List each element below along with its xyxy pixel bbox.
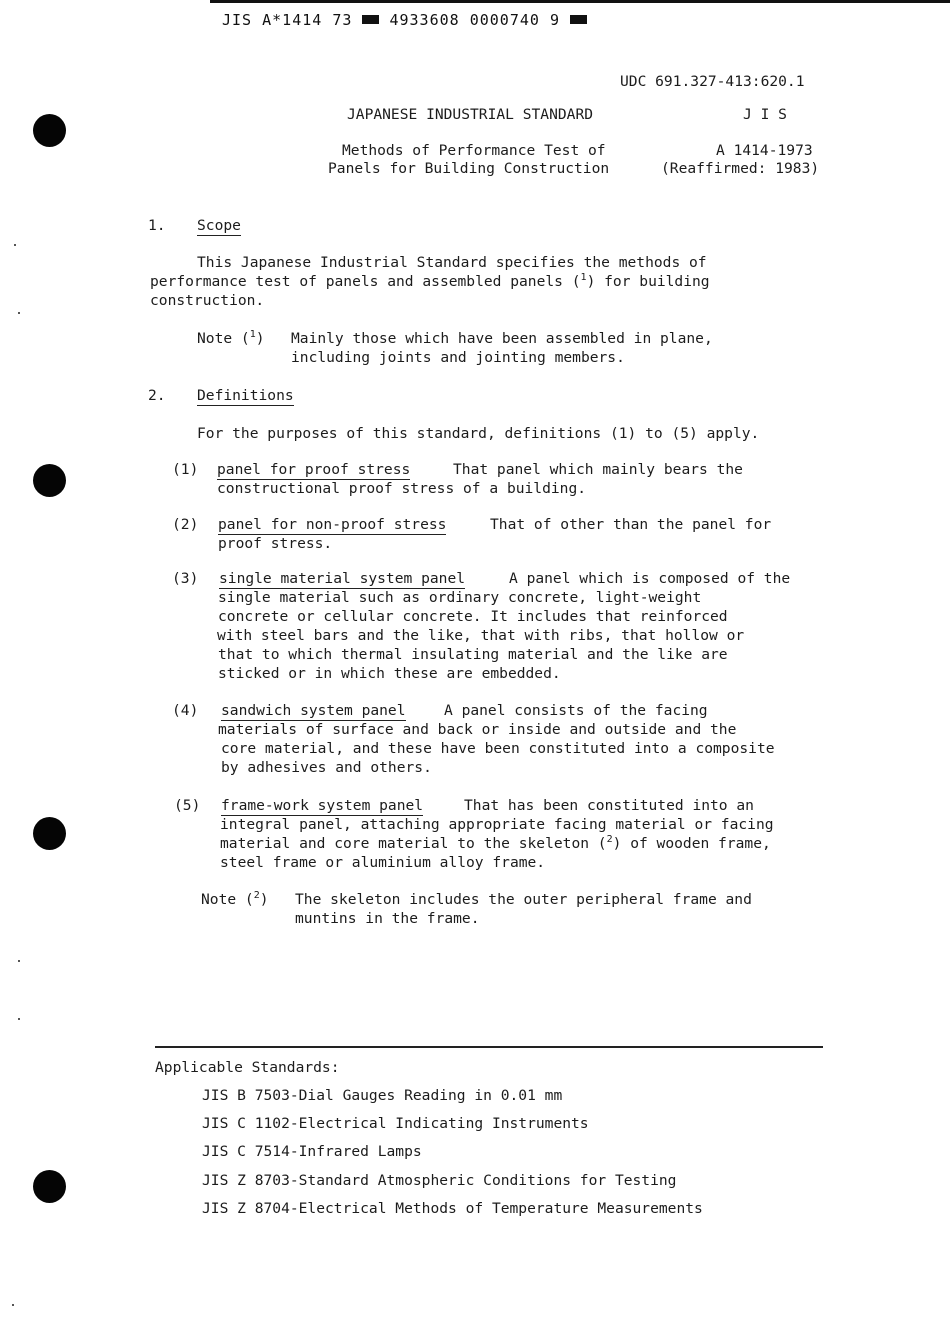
def-5-line-1: That has been constituted into an [464,797,754,814]
binder-hole-3 [33,817,66,850]
def-2-line-1: That of other than the panel for [490,516,772,533]
note-1-label: Note ($^1$) [197,329,265,347]
def-4-line-1: A panel consists of the facing [444,702,708,719]
def-1-term: panel for proof stress [217,461,411,478]
applicable-standard-item: JIS B 7503-Dial Gauges Reading in 0.01 mm [202,1087,563,1104]
note-2-label: Note ($^2$) [201,890,269,908]
udc-code: UDC 691.327-413:620.1 [620,73,805,90]
def-3-line-4: with steel bars and the like, that with ribs, that hollow or [217,627,745,644]
binder-hole-1 [33,114,66,147]
section-number-2: 2. [148,387,166,404]
binder-hole-2 [33,464,66,497]
def-5-line-3: material and core material to the skeleton ($^2$) of wooden frame, [220,834,771,852]
section-heading-definitions: Definitions [197,387,294,404]
note-1-line-2: including joints and jointing members. [291,349,625,366]
section-number-1: 1. [148,217,166,234]
reaffirmed-date: (Reaffirmed: 1983) [661,160,820,177]
barcode-line [222,11,587,30]
standard-number: A 1414-1973 [716,142,813,159]
def-3-line-2: single material such as ordinary concrete, light-weight [218,589,702,606]
binder-hole-4 [33,1170,66,1203]
def-2-line-2: proof stress. [218,535,333,552]
note-2-line-2: muntins in the frame. [295,910,480,927]
scan-speck [18,312,20,314]
def-5-number: (5) [174,797,201,814]
def-4-line-3: core material, and these have been constituted into a composite [221,740,775,757]
scan-speck [12,1304,14,1306]
def-1-line-1: That panel which mainly bears the [453,461,743,478]
def-3-line-6: sticked or in which these are embedded. [218,665,561,682]
def-4-term: sandwich system panel [221,702,406,719]
def-5-line-4: steel frame or aluminium alloy frame. [220,854,546,871]
barcode-text-2: 4933608 0000740 9 [389,11,560,29]
def-3-number: (3) [172,570,199,587]
applicable-standards-heading: Applicable Standards: [155,1059,340,1076]
barcode-block-2 [570,15,587,24]
def-4-line-2: materials of surface and back or inside and outside and the [218,721,737,738]
applicable-standard-item: JIS C 1102-Electrical Indicating Instruments [202,1115,589,1132]
def-4-number: (4) [172,702,199,719]
def-2-term: panel for non-proof stress [218,516,447,533]
note-1-line-1: Mainly those which have been assembled in plane, [291,330,713,347]
scan-speck [18,1018,20,1020]
def-3-line-3: concrete or cellular concrete. It includes that reinforced [218,608,728,625]
def-1-line-2: constructional proof stress of a building. [217,480,587,497]
definitions-intro: For the purposes of this standard, definitions (1) to (5) apply. [197,425,760,442]
def-3-line-1: A panel which is composed of the [509,570,791,587]
scope-line-3: construction. [150,292,265,309]
def-5-term: frame-work system panel [221,797,424,814]
footer-rule [155,1046,823,1048]
def-5-line-2: integral panel, attaching appropriate facing material or facing [220,816,774,833]
barcode-text-1: JIS A*1414 73 [222,11,353,29]
applicable-standard-item: JIS Z 8704-Electrical Methods of Temperature Measurements [202,1200,703,1217]
barcode-block-1 [362,15,379,24]
top-edge-rule [210,0,950,3]
def-1-number: (1) [172,461,199,478]
applicable-standard-item: JIS Z 8703-Standard Atmospheric Conditions for Testing [202,1172,677,1189]
scope-line-2: performance test of panels and assembled panels ($^1$) for building [150,272,710,290]
scan-speck [18,960,20,962]
jis-mark: J I S [743,106,787,123]
doc-title-line1: Methods of Performance Test of [342,142,606,159]
org-title: JAPANESE INDUSTRIAL STANDARD [347,106,594,123]
scope-line-1: This Japanese Industrial Standard specifies the methods of [197,254,707,271]
section-heading-scope: Scope [197,217,241,234]
scan-speck [14,244,16,246]
def-2-number: (2) [172,516,199,533]
def-3-term: single material system panel [219,570,466,587]
applicable-standard-item: JIS C 7514-Infrared Lamps [202,1143,422,1160]
note-2-line-1: The skeleton includes the outer peripheral frame and [295,891,752,908]
doc-title-line2: Panels for Building Construction [328,160,610,177]
def-3-line-5: that to which thermal insulating material and the like are [218,646,728,663]
def-4-line-4: by adhesives and others. [221,759,432,776]
